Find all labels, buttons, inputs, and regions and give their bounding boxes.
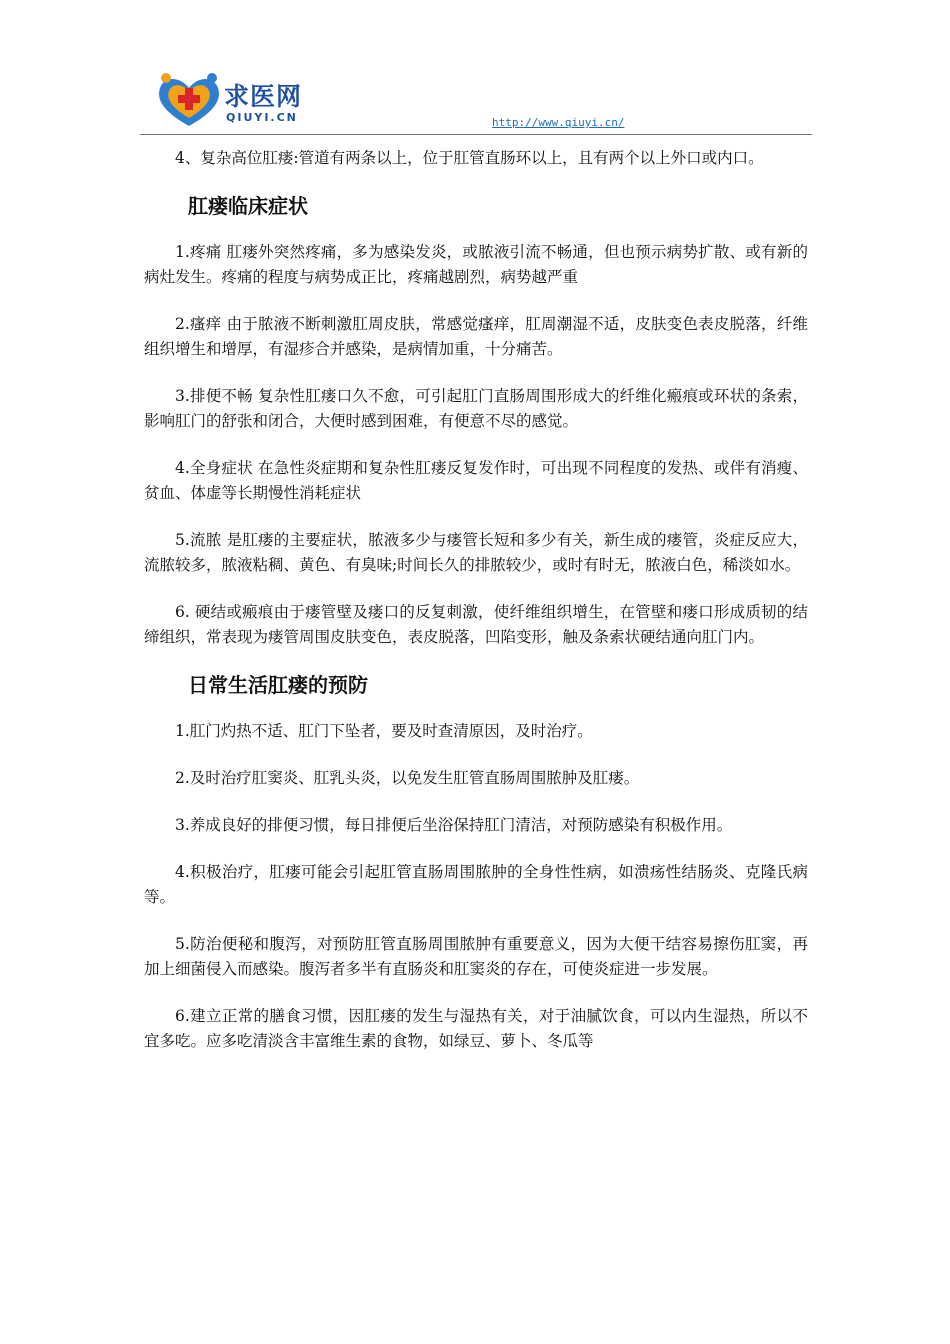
prevention-item: 3.养成良好的排便习惯，每日排便后坐浴保持肛门清洁，对预防感染有积极作用。 [175, 816, 733, 834]
qiuyi-logo[interactable] [154, 68, 324, 128]
section-heading-prevention: 日常生活肛瘘的预防 [188, 673, 368, 697]
prevention-item: 5.防治便秘和腹泻，对预防肛管直肠周围脓肿有重要意义，因为大便干结容易擦伤肛窦，再加上细菌侵入而感染。腹泻者多半有直肠炎和肛窦炎的存在，可使炎症进一步发展。 [144, 935, 808, 978]
site-url-link[interactable]: http://www.qiuyi.cn/ [492, 116, 625, 129]
logo-text-en: QIUYI.CN [226, 111, 298, 124]
prevention-item: 6.建立正常的膳食习惯，因肛瘘的发生与湿热有关，对于油腻饮食，可以内生湿热，所以不宜多吃。应多吃清淡含丰富维生素的食物，如绿豆、萝卜、冬瓜等 [144, 1007, 808, 1050]
section-heading-symptoms: 肛瘘临床症状 [188, 194, 308, 218]
symptom-item: 6. 硬结或瘢痕由于瘘管壁及瘘口的反复刺激，使纤维组织增生，在管壁和瘘口形成质韧的结缔组织，常表现为瘘管周围皮肤变色，表皮脱落，凹陷变形，触及条索状硬结通向肛门内。 [144, 603, 808, 646]
medical-cross-heart-icon [154, 68, 224, 130]
intro-paragraph: 4、复杂高位肛瘘:管道有两条以上，位于肛管直肠环以上，且有两个以上外口或内口。 [175, 149, 764, 167]
article-body [144, 146, 808, 1054]
symptom-item: 4.全身症状 在急性炎症期和复杂性肛瘘反复发作时，可出现不同程度的发热、或伴有消瘦、贫血、体虚等长期慢性消耗症状 [144, 459, 808, 502]
prevention-item: 1.肛门灼热不适、肛门下坠者，要及时查清原因，及时治疗。 [175, 722, 593, 740]
prevention-item: 4.积极治疗，肛瘘可能会引起肛管直肠周围脓肿的全身性性病，如溃疡性结肠炎、克隆氏病等。 [144, 863, 808, 906]
page-header [140, 60, 812, 135]
symptom-item: 2.瘙痒 由于脓液不断刺激肛周皮肤，常感觉瘙痒，肛周潮湿不适，皮肤变色表皮脱落，纤维组织增生和增厚，有湿疹合并感染，是病情加重，十分痛苦。 [144, 315, 808, 358]
symptom-item: 3.排便不畅 复杂性肛瘘口久不愈，可引起肛门直肠周围形成大的纤维化瘢痕或环状的条索，影响肛门的舒张和闭合，大便时感到困难，有便意不尽的感觉。 [144, 387, 808, 430]
symptom-item: 1.疼痛 肛瘘外突然疼痛，多为感染发炎，或脓液引流不畅通，但也预示病势扩散、或有新的病灶发生。疼痛的程度与病势成正比，疼痛越剧烈，病势越严重 [144, 243, 808, 286]
prevention-item: 2.及时治疗肛窦炎、肛乳头炎，以免发生肛管直肠周围脓肿及肛瘘。 [175, 769, 640, 787]
logo-text-cn: 求医网 [224, 82, 303, 111]
symptom-item: 5.流脓 是肛瘘的主要症状，脓液多少与瘘管长短和多少有关，新生成的瘘管，炎症反应大，流脓较多，脓液粘稠、黄色、有臭味;时间长久的排脓较少，或时有时无，脓液白色，稀淡如水。 [144, 531, 808, 574]
